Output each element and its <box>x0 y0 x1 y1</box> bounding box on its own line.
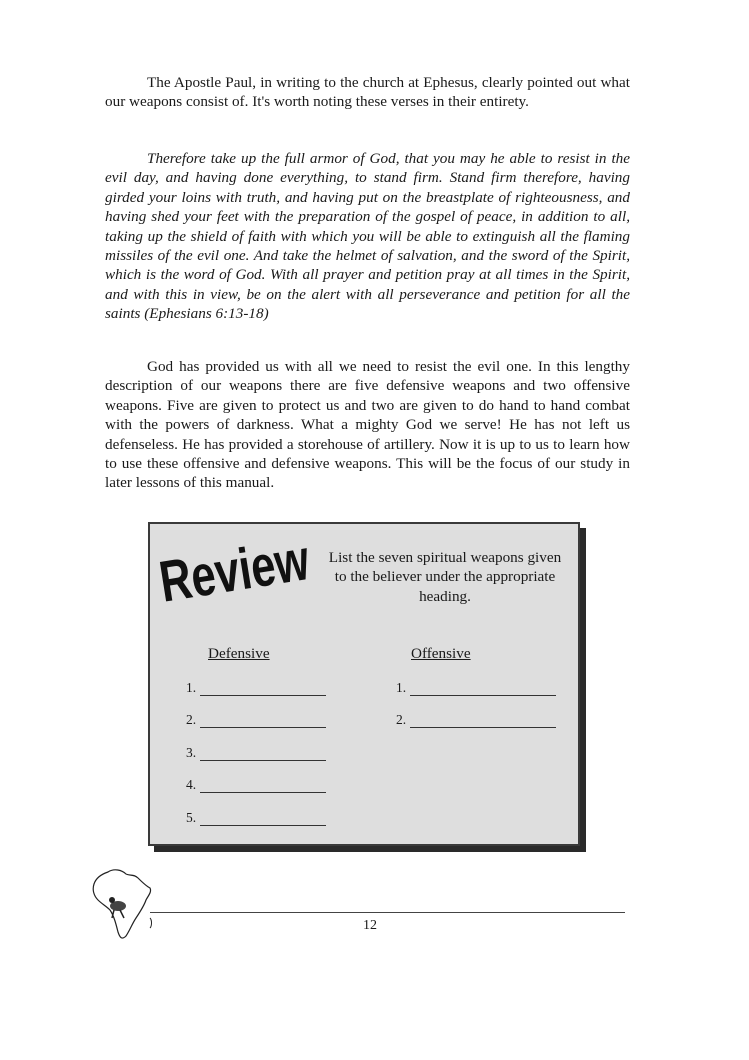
blank-number: 3. <box>186 745 197 760</box>
blank-line <box>200 780 326 793</box>
review-instruction: List the seven spiritual weapons given to the believer under the appropriate heading. <box>328 549 562 605</box>
blank-line <box>200 813 326 826</box>
review-logo-text: Review <box>155 519 363 615</box>
blank-number: 5. <box>186 810 197 825</box>
blank-line <box>410 683 556 696</box>
blank-line <box>410 715 556 728</box>
review-logo <box>155 519 363 628</box>
blank-number: 1. <box>396 680 407 695</box>
blank-number: 1. <box>186 680 197 695</box>
africa-map-icon <box>90 866 156 944</box>
offensive-blank-1[interactable] <box>396 680 556 696</box>
defensive-blank-3[interactable] <box>186 745 326 761</box>
defensive-blank-2[interactable] <box>186 712 326 728</box>
intro-paragraph: The Apostle Paul, in writing to the church at Ephesus, clearly pointed out what our weapons consist of. It's worth noting these verses in their entirety. <box>105 74 630 111</box>
defensive-blank-5[interactable] <box>186 810 326 826</box>
defensive-blank-1[interactable] <box>186 680 326 696</box>
blank-number: 2. <box>396 712 407 727</box>
page-number: 12 <box>363 918 377 933</box>
blank-line <box>200 748 326 761</box>
blank-line <box>200 683 326 696</box>
blank-line <box>200 715 326 728</box>
blank-number: 2. <box>186 712 197 727</box>
scripture-quote: Therefore take up the full armor of God, that you may he able to resist in the evil day, and having done everything, to stand firm. Stand firm therefore, having girded your loins with truth, and having put on the breastplate of righteousness, and having shed your feet with the preparation of the gospel of peace, in addition to all, taking up the shield of faith with which you will be able to extinguish all the flaming missiles of the evil one. And take the helmet of salvation, and the sword of the Spirit, which is the word of God. With all prayer and petition pray at all times in the Spirit, and with this in view, be on the alert with all perseverance and petition for all the saints (Ephesians 6:13-18) <box>105 150 630 323</box>
offensive-blank-2[interactable] <box>396 712 556 728</box>
defensive-blank-4[interactable] <box>186 777 326 793</box>
blank-number: 4. <box>186 777 197 792</box>
footer-rule <box>150 912 625 913</box>
defensive-heading: Defensive <box>208 645 270 662</box>
offensive-heading: Offensive <box>411 645 471 662</box>
body-paragraph: God has provided us with all we need to resist the evil one. In this lengthy description of our weapons there are five defensive weapons and two offensive weapons. Five are given to protect us and two are given to do hand to hand combat with the powers of darkness. What a mighty God we serve! He has not left us defenseless. He has provided a storehouse of artillery. Now it is up to us to learn how to use these offensive and defensive weapons. This will be the focus of our study in later lessons of this manual. <box>105 358 630 492</box>
